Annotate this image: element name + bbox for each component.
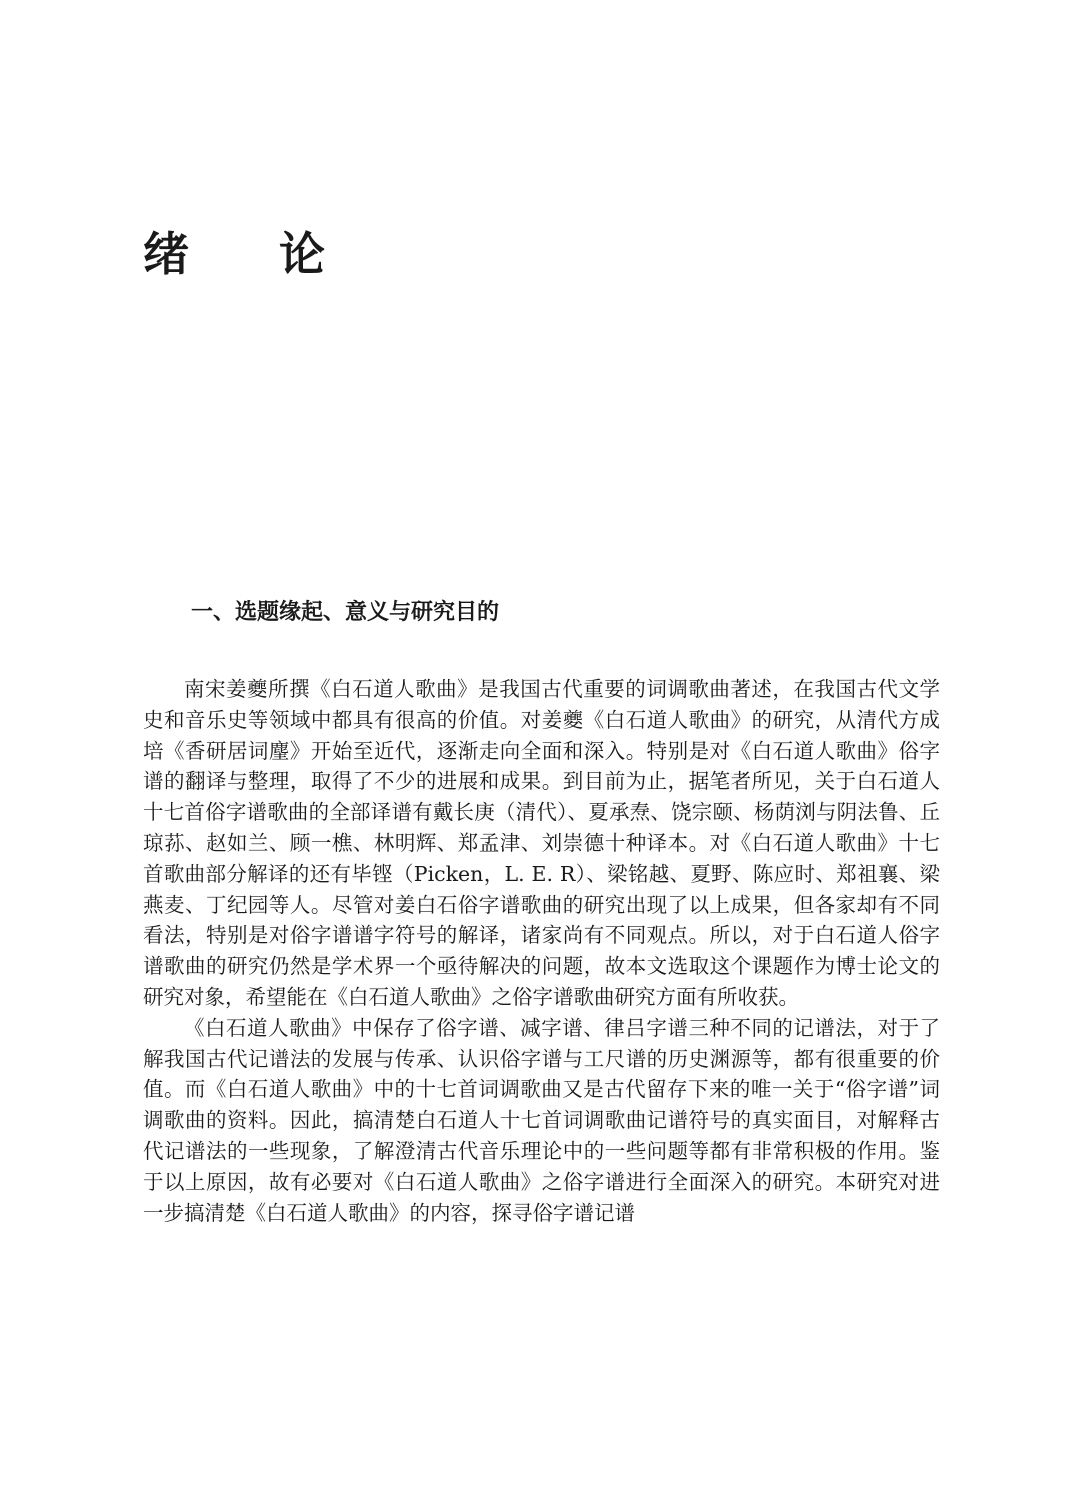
chapter-title-char-1: 绪 <box>143 227 189 281</box>
paragraph-1: 南宋姜夔所撰《白石道人歌曲》是我国古代重要的词调歌曲著述，在我国古代文学史和音乐史等领域中都具有很高的价值。对姜夔《白石道人歌曲》的研究，从清代方成培《香研居词麈》开始至近代，逐渐走向全面和深入。特别是对《白石道人歌曲》俗字谱的翻译与整理，取得了不少的进展和成果。到目前为止，据笔者所见，关于白石道人十七首俗字谱歌曲的全部译谱有戴长庚（清代）、夏承焘、饶宗颐、杨荫浏与阴法鲁、丘琼荪、赵如兰、顾一樵、林明辉、郑孟津、刘崇德十种译本。对《白石道人歌曲》十七首歌曲部分解译的还有毕铿（Picken，L. E. R）、梁铭越、夏野、陈应时、郑祖襄、梁燕麦、丁纪园等人。尽管对姜白石俗字谱歌曲的研究出现了以上成果，但各家却有不同看法，特别是对俗字谱谱字符号的解译，诸家尚有不同观点。所以，对于白石道人俗字谱歌曲的研究仍然是学术界一个亟待解决的问题，故本文选取这个课题作为博士论文的研究对象，希望能在《白石道人歌曲》之俗字谱歌曲研究方面有所收获。 <box>143 677 940 1009</box>
chapter-title-char-2: 论 <box>279 227 325 281</box>
section-heading: 一、选题缘起、意义与研究目的 <box>191 600 500 625</box>
body-text <box>143 674 940 1228</box>
chapter-title <box>143 226 325 282</box>
paragraph-2: 《白石道人歌曲》中保存了俗字谱、减字谱、律吕字谱三种不同的记谱法，对于了解我国古代记谱法的发展与传承、认识俗字谱与工尺谱的历史渊源等，都有很重要的价值。而《白石道人歌曲》中的十七首词调歌曲又是古代留存下来的唯一关于“俗字谱”词调歌曲的资料。因此，搞清楚白石道人十七首词调歌曲记谱符号的真实面目，对解释古代记谱法的一些现象，了解澄清古代音乐理论中的一些问题等都有非常积极的作用。鉴于以上原因，故有必要对《白石道人歌曲》之俗字谱进行全面深入的研究。本研究对进一步搞清楚《白石道人歌曲》的内容，探寻俗字谱记谱 <box>143 1015 940 1225</box>
